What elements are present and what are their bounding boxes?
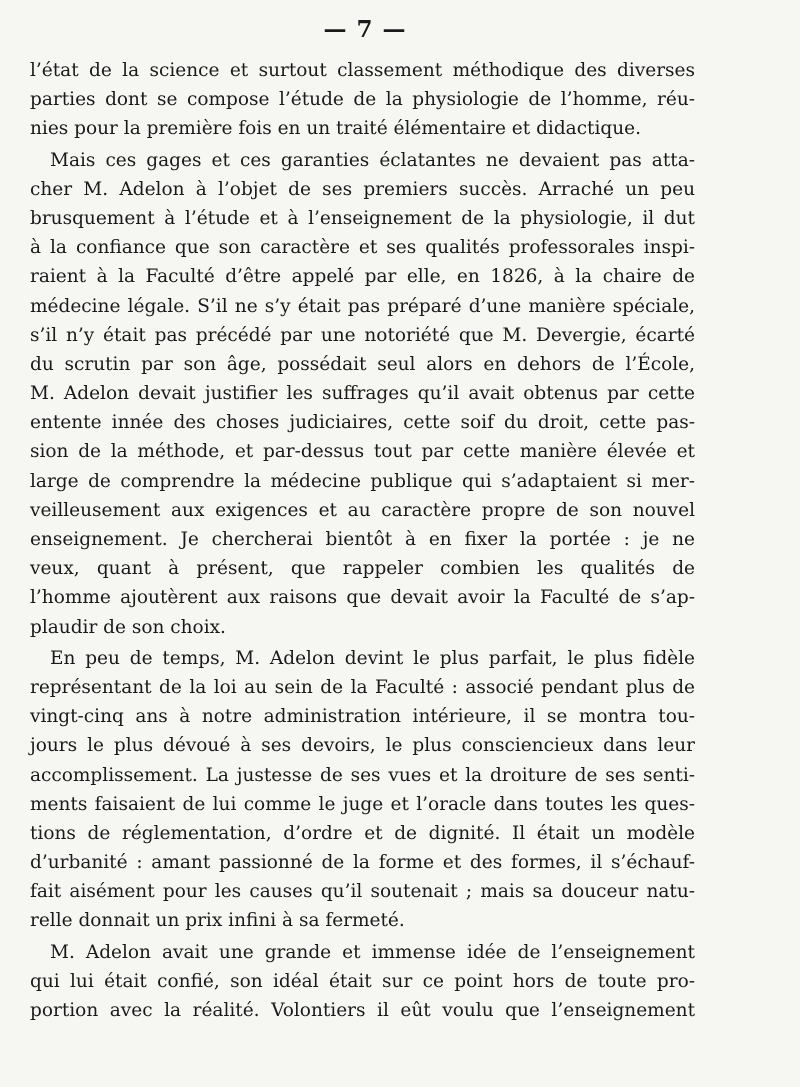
paragraph-3 <box>30 644 695 936</box>
text-line: à la confiance que son caractère et ses qualités professorales inspi- <box>30 237 695 259</box>
text-line: du scrutin par son âge, possédait seul alors en dehors de l’École, <box>30 353 695 375</box>
text-line: s’il n’y était pas précédé par une notoriété que M. Devergie, écarté <box>30 324 695 346</box>
text-line: M. Adelon avait une grande et immense idée de l’enseignement <box>50 941 695 963</box>
text-line: l’homme ajoutèrent aux raisons que devait avoir la Faculté de s’ap- <box>30 587 695 609</box>
paragraph-2 <box>30 146 695 642</box>
text-line: médecine légale. S’il ne s’y était pas préparé d’une manière spéciale, <box>30 295 695 317</box>
text-line: représentant de la loi au sein de la Faculté : associé pendant plus de <box>30 676 695 698</box>
text-line: entente innée des choses judiciaires, cette soif du droit, cette pas- <box>30 412 695 434</box>
text-line: cher M. Adelon à l’objet de ses premiers succès. Arraché un peu <box>30 178 695 200</box>
text-line: tions de réglementation, d’ordre et de dignité. Il était un modèle <box>30 822 695 844</box>
text-line: veux, quant à présent, que rappeler combien les qualités de <box>30 558 695 580</box>
text-line: Mais ces gages et ces garanties éclatantes ne devaient pas atta- <box>50 149 695 171</box>
text-line: l’état de la science et surtout classement méthodique des diverses <box>30 60 695 81</box>
page-number: — 7 — <box>323 16 407 43</box>
text-line: qui lui était confié, son idéal était sur ce point hors de toute pro- <box>30 970 695 992</box>
text-line: veilleusement aux exigences et au caractère propre de son nouvel <box>30 499 695 521</box>
body-text <box>30 56 695 1027</box>
text-line: large de comprendre la médecine publique qui s’adaptaient si mer- <box>30 470 695 492</box>
text-line: portion avec la réalité. Volontiers il eût voulu que l’enseignement <box>30 1000 695 1021</box>
text-line: relle donnait un prix infini à sa fermeté. <box>30 910 405 932</box>
paragraph-4 <box>30 938 695 1026</box>
text-line: parties dont se compose l’étude de la physiologie de l’homme, réu- <box>30 89 695 111</box>
text-line: raient à la Faculté d’être appelé par elle, en 1826, à la chaire de <box>30 266 695 288</box>
text-line: brusquement à l’étude et à l’enseignement de la physiologie, il dut <box>30 207 695 229</box>
paragraph-1 <box>30 56 695 144</box>
text-line: jours le plus dévoué à ses devoirs, le plus consciencieux dans leur <box>30 735 695 757</box>
text-line: accomplissement. La justesse de ses vues et la droiture de ses senti- <box>30 764 695 786</box>
text-line: enseignement. Je chercherai bientôt à en fixer la portée : je ne <box>30 529 695 550</box>
text-line: d’urbanité : amant passionné de la forme et des formes, il s’échauf- <box>30 852 695 874</box>
text-line: En peu de temps, M. Adelon devint le plus parfait, le plus fidèle <box>50 647 695 669</box>
text-line: fait aisément pour les causes qu’il soutenait ; mais sa douceur natu- <box>30 881 695 903</box>
text-line: plaudir de son choix. <box>30 616 226 638</box>
text-line: sion de la méthode, et par-dessus tout par cette manière élevée et <box>30 441 695 463</box>
text-line: M. Adelon devait justifier les suffrages qu’il avait obtenus par cette <box>30 383 695 405</box>
text-line: nies pour la première fois en un traité élémentaire et didactique. <box>30 118 641 140</box>
text-line: ments faisaient de lui comme le juge et l’oracle dans toutes les ques- <box>30 793 695 815</box>
text-line: vingt-cinq ans à notre administration intérieure, il se montra tou- <box>30 706 695 728</box>
